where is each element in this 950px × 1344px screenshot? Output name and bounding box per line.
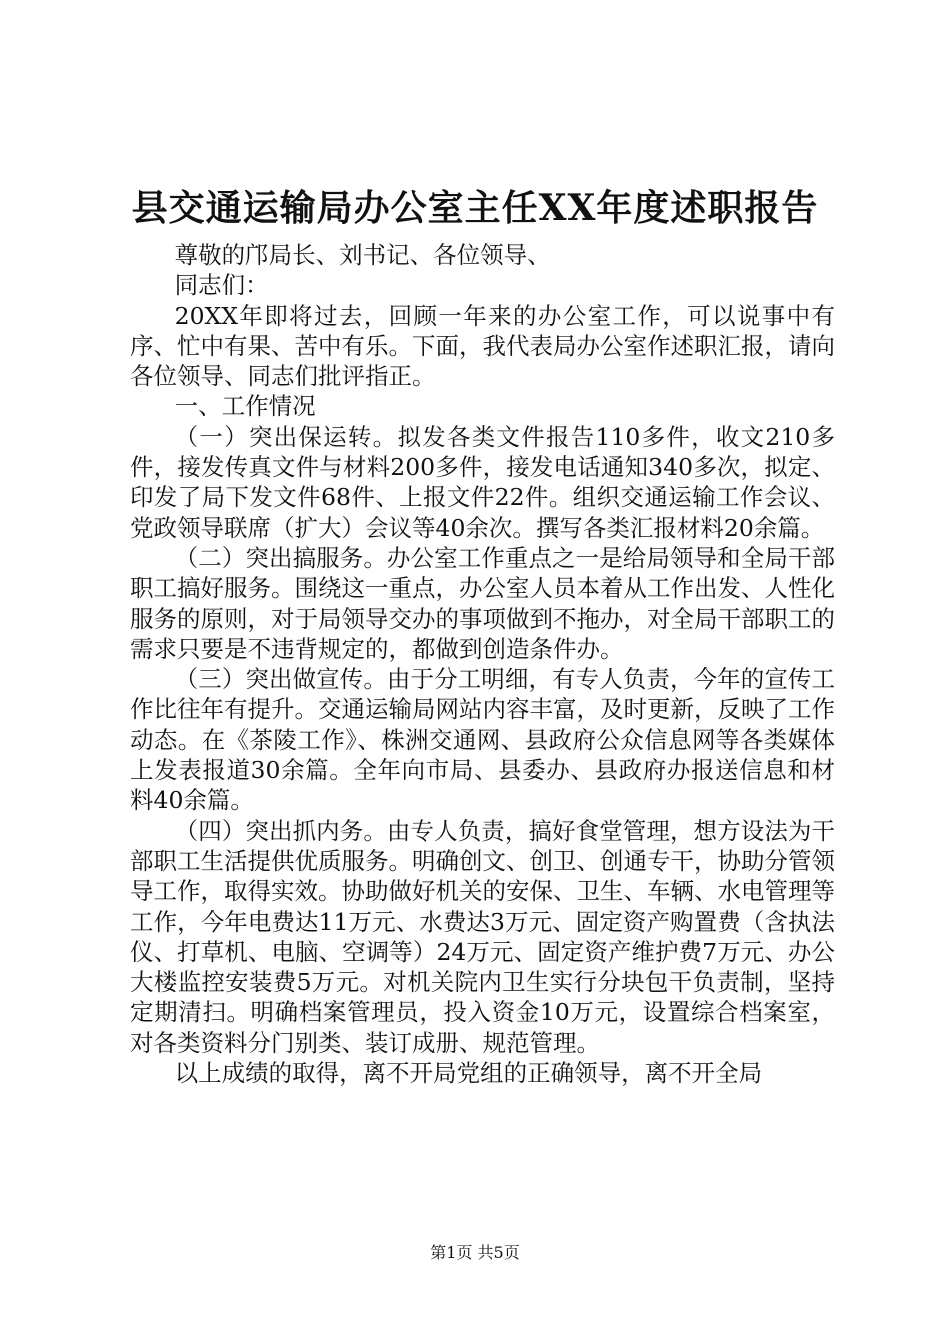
body-paragraph: 20XX年即将过去，回顾一年来的办公室工作，可以说事中有序、忙中有果、苦中有乐。下面，我代表局办公室作述职汇报，请向各位领导、同志们批评指正。 bbox=[130, 301, 835, 391]
section-heading: 一、工作情况 bbox=[174, 392, 316, 421]
body-paragraph: （一）突出保运转。拟发各类文件报告110多件，收文210多件，接发传真文件与材料200多件，接发电话通知340多次，拟定、印发了局下发文件68件、上报文件22件。组织交通运输工作会议、党政领导联席（扩大）会议等40余次。撰写各类汇报材料20余篇。 bbox=[130, 422, 835, 542]
document-title: 县交通运输局办公室主任XX年度述职报告 bbox=[131, 187, 819, 229]
body-paragraph: （四）突出抓内务。由专人负责，搞好食堂管理，想方设法为干部职工生活提供优质服务。明确创文、创卫、创通专干，协助分管领导工作，取得实效。协助做好机关的安保、卫生、车辆、水电管理等工作，今年电费达11万元、水费达3万元、固定资产购置费（含执法仪、打草机、电脑、空调等）24万元、固定资产维护费7万元、办公大楼监控安装费5万元。对机关院内卫生实行分块包干负责制，坚持定期清扫。明确档案管理员，投入资金10万元，设置综合档案室，对各类资料分门别类、装订成册、规范管理。 bbox=[130, 816, 835, 1057]
body-paragraph: （二）突出搞服务。办公室工作重点之一是给局领导和全局干部职工搞好服务。围绕这一重点，办公室人员本着从工作出发、人性化服务的原则，对于局领导交办的事项做到不拖办，对全局干部职工的需求只要是不违背规定的，都做到创造条件办。 bbox=[130, 543, 835, 663]
body-paragraph: 以上成绩的取得，离不开局党组的正确领导，离不开全局 bbox=[174, 1059, 763, 1088]
document-body bbox=[130, 240, 835, 1088]
page-footer: 第1页 共5页 bbox=[430, 1243, 520, 1262]
body-paragraph: （三）突出做宣传。由于分工明细，有专人负责，今年的宣传工作比往年有提升。交通运输局网站内容丰富，及时更新，反映了工作动态。在《茶陵工作》、株洲交通网、县政府公众信息网等各类媒体上发表报道30余篇。全年向市局、县委办、县政府办报送信息和材料40余篇。 bbox=[130, 665, 835, 815]
salutation-line: 同志们： bbox=[174, 271, 269, 300]
salutation-line: 尊敬的邝局长、刘书记、各位领导、 bbox=[174, 241, 551, 269]
